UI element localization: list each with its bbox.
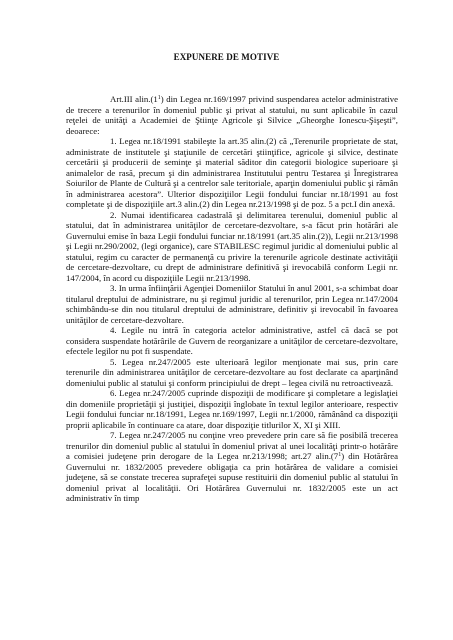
document-body (66, 94, 398, 504)
paragraph-7-text-end: ) din Hotărârea Guvernului nr. 1832/2005 prevedere obligaţia ca prin hotărârea de validare a comisiei judeţene, să se constate trecerea suprafeţei supuse restituirii din domeniul public al statului în domeniul privat al localităţii. Ori Hotărârea Guvernului nr. 1832/2005 este un act administrativ în timp (66, 451, 398, 503)
paragraph-7-text-start: 7. Legea nr.247/2005 nu conţine vreo prevedere prin care să fie posibilă trecerea trenurilor din domeniul public al statului în domeniul privat al unei localităţi printr-o hotărâre a comisiei judeţene prin derogare de la Legea nr.213/1998; art.27 alin.(7 (66, 430, 398, 461)
paragraph-6: 6. Legea nr.247/2005 cuprinde dispoziţii de modificare şi completare a legislaţiei din domeniile proprietăţii şi justiţiei, dispoziţii înglobate în textul legilor anterioare, respectiv Legii fondului funciar nr.18/1991, Legea nr.169/1997, Legii nr.1/2000, rămânând ca dispoziţii proprii aplicabile în continuare ca atare, doar dispoziţie titlurilor X, XI şi XIII. (66, 388, 398, 430)
paragraph-5: 5. Legea nr.247/2005 este ulterioară legilor menţionate mai sus, prin care terenurile din administrarea unităţilor de cercetare-dezvoltare au fost declarate ca aparţinând domeniului public al statului şi conform principiului de drept – legea civilă nu retroactivează. (66, 356, 398, 388)
paragraph-4: 4. Legile nu intră în categoria actelor administrative, astfel că dacă se pot considera suspendate hotărârile de Guvern de reorganizare a unităţilor de cercetare-dezvoltare, efectele legilor nu pot fi suspendate. (66, 325, 398, 356)
document-title: EXPUNERE DE MOTIVE (173, 52, 280, 62)
intro-paragraph (66, 94, 398, 136)
paragraph-7 (66, 430, 398, 504)
superscript-2: 1 (338, 452, 342, 458)
paragraph-2: 2. Numai identificarea cadastrală şi delimitarea terenului, domeniul public al statului, dat în administrarea unităţilor de cercetare-dezvoltare, s-a făcut prin hotărâri ale Guvernului emise în baza Legii fondului funciar nr.18/1991 (art.35 alin.(2)), Legii nr.213/1998 şi Legii nr.290/2002, (legi organice), care STABILESC regimul juridic al domeniului public al statului, regim cu caracter de permanenţă cu privire la terenurile agricole destinate activităţii de cercetare-dezvoltare, cu drept de administrare definitivă şi irevocabilă conform Legii nr. 147/2004, în acord cu dispoziţiile Legii nr.213/1998. (66, 209, 398, 283)
paragraph-3: 3. In urma înfiinţării Agenţiei Domeniilor Statului în anul 2001, s-a schimbat doar titularul dreptului de administrare, nu şi regimul juridic al terenurilor, prin Legea nr.147/2004 schimbându-se din nou titularul dreptului de administrare, definitiv şi irevocabil în favoarea unităţilor de cercetare-dezvoltare. (66, 283, 398, 325)
paragraph-1: 1. Legea nr.18/1991 stabileşte la art.35 alin.(2) că „Terenurile proprietate de stat, administrate de institutele şi staţiunile de cercetări ştiinţifice, agricole şi silvice, destinate cercetării şi producerii de seminţe şi material săditor din categorii biologice superioare şi animalelor de rasă, precum şi din administrarea Institutului pentru Testarea şi Înregistrarea Soiurilor de Plante de Cultură şi a centrelor sale teritoriale, aparţin domeniului public şi rămân în administrarea acestora”. Ulterior dispoziţiilor Legii fondului funciar nr.18/1991 au fost completate şi de dispoziţiile art.3 alin.(2) din Legea nr.213/1998 şi de poz. 5 a pct.I din anexă. (66, 136, 398, 209)
intro-text-end: ) din Legea nr.169/1997 privind suspendarea actelor administrative de trecere a terenurilor în domeniul public şi privat al statului, nu sunt aplicabile în cazul reţelei de unităţi a Academiei de Ştiinţe Agricole şi Silvice „Gheorghe Ionescu-Şişeşti”, deoarece: (66, 94, 398, 136)
intro-text-start: Art.III alin.(1 (110, 94, 158, 104)
superscript-1: 1 (157, 95, 161, 101)
